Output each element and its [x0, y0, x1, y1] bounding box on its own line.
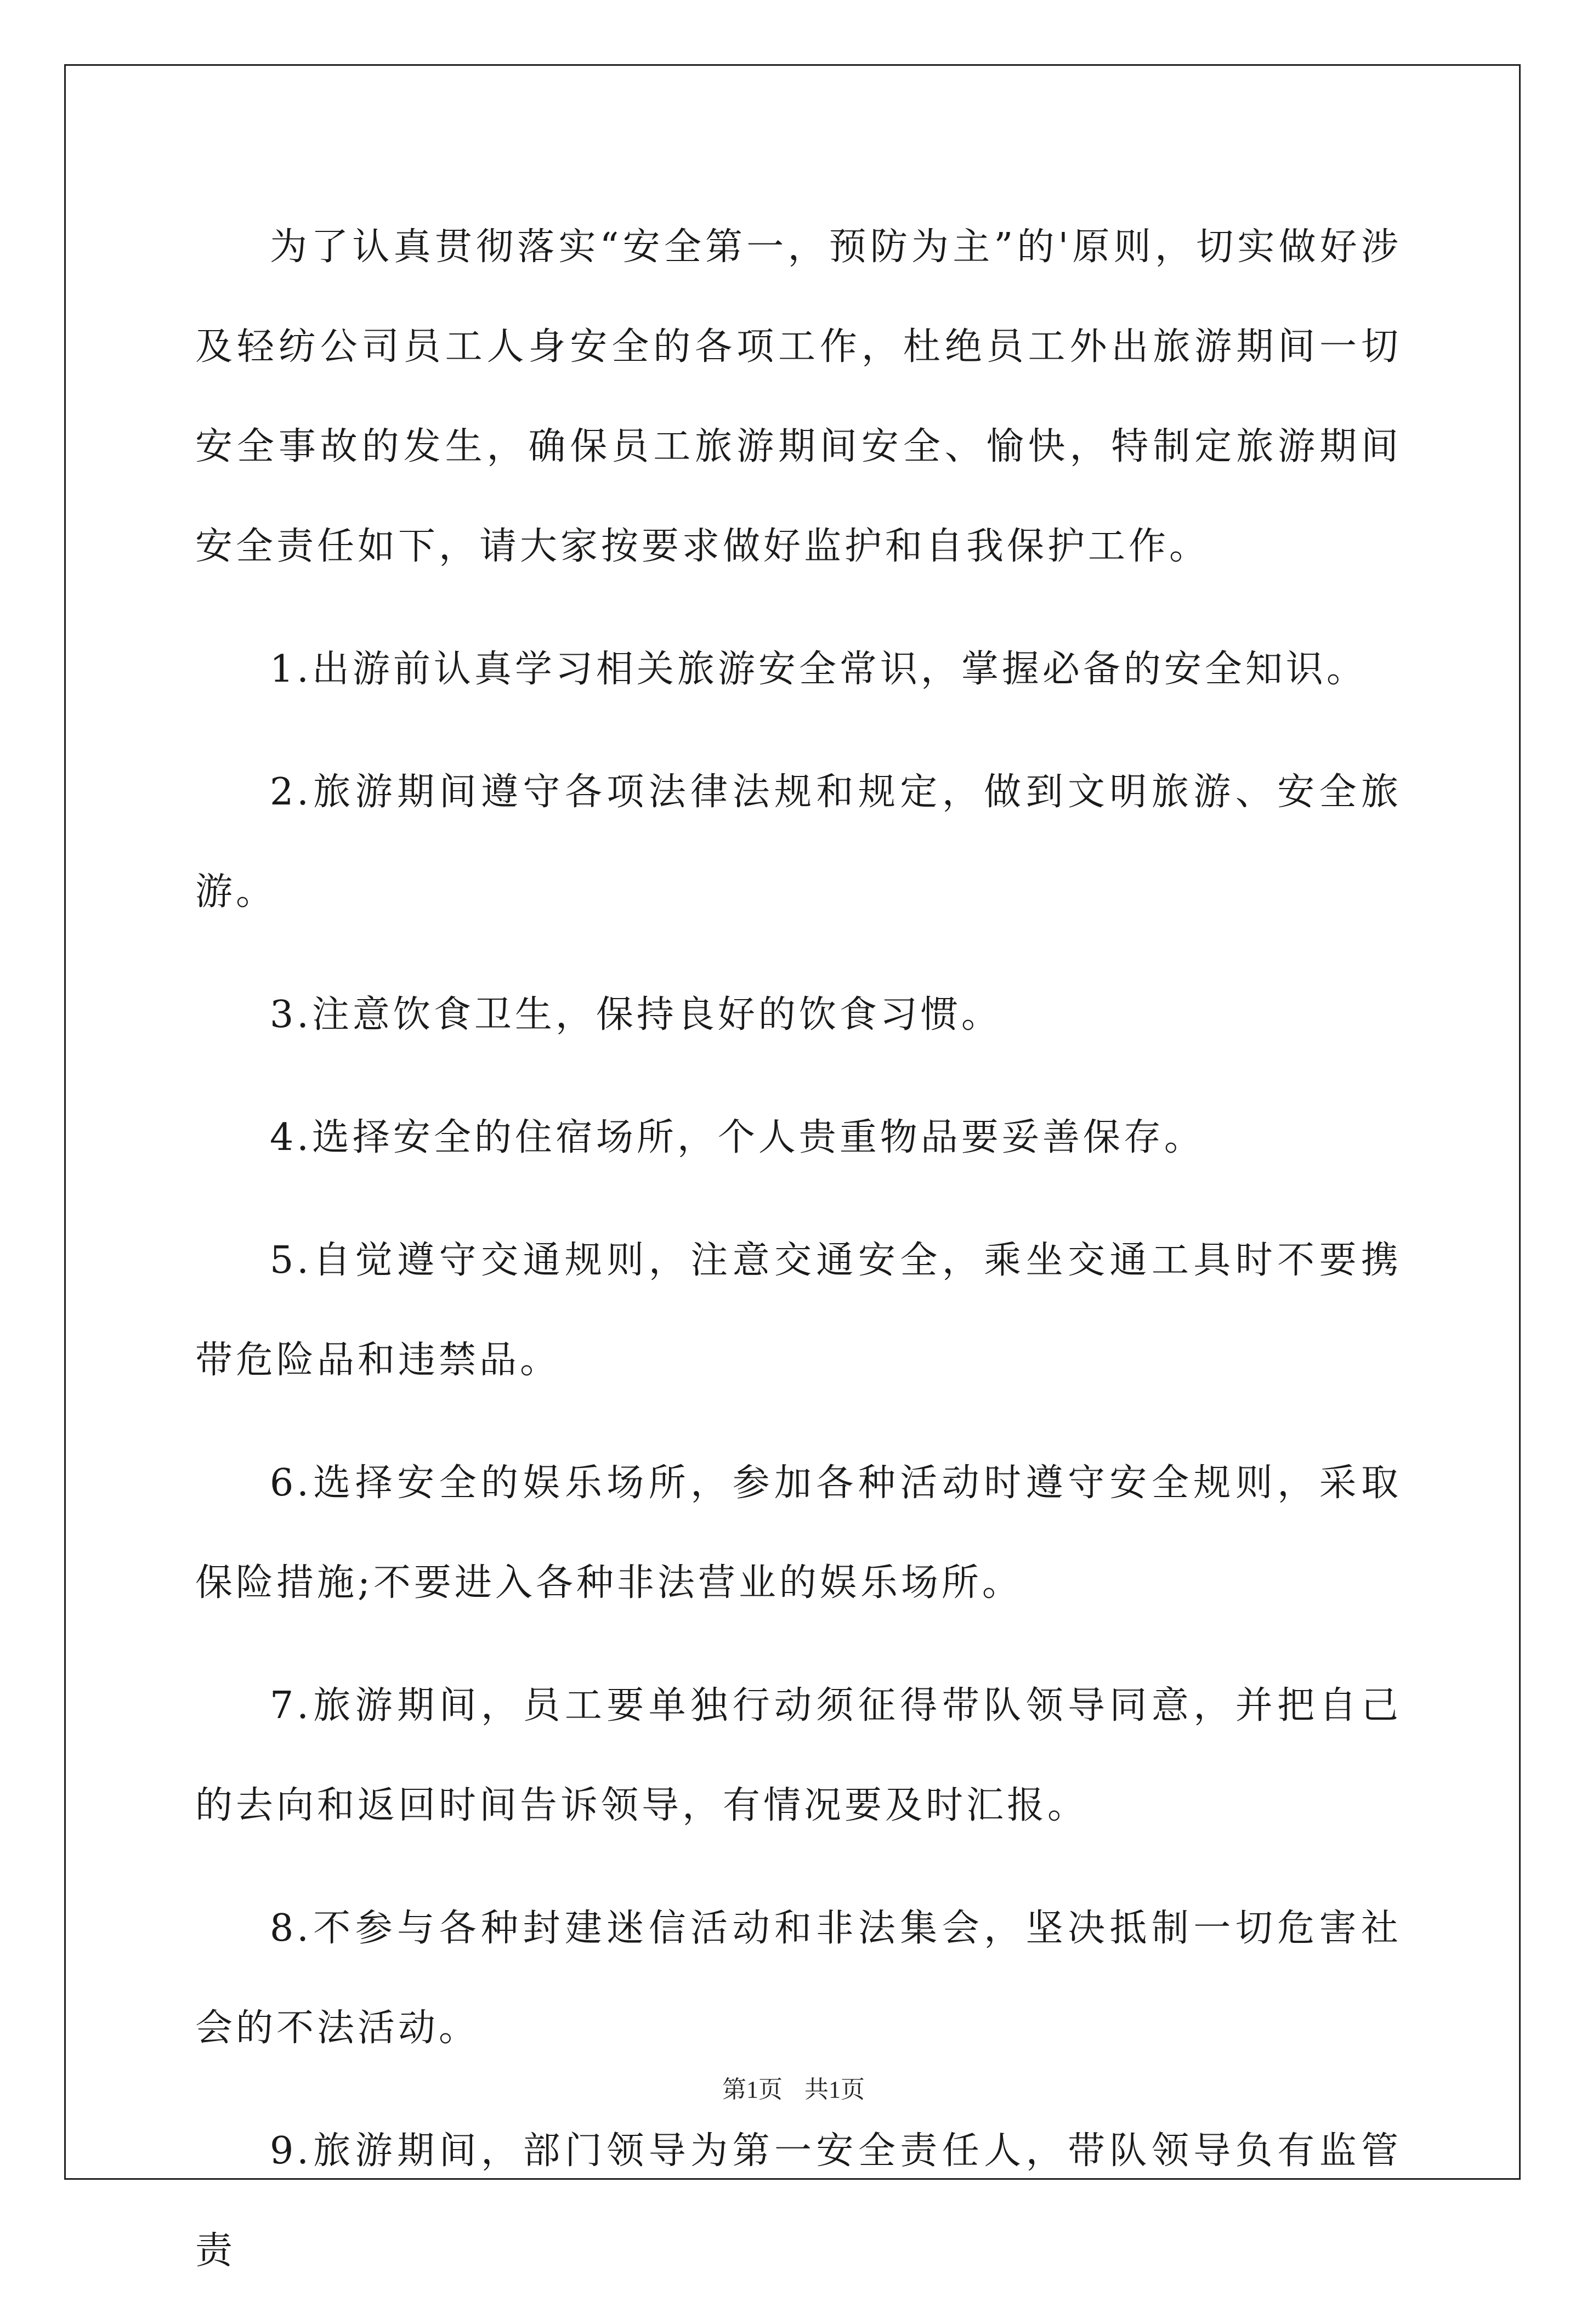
- item-4-paragraph: 4.选择安全的住宿场所，个人贵重物品要妥善保存。: [270, 1116, 1205, 1159]
- item-9-paragraph: 9.旅游期间，部门领导为第一安全责任人，带队领导负有监管责: [195, 2129, 1402, 2272]
- item-1-paragraph: 1.出游前认真学习相关旅游安全常识，掌握必备的安全知识。: [270, 648, 1367, 691]
- item-3-paragraph: 3.注意饮食卫生，保持良好的饮食习惯。: [270, 993, 1002, 1036]
- item-5-paragraph: 5.自觉遵守交通规则，注意交通安全，乘坐交通工具时不要携带危险品和违禁品。: [195, 1239, 1402, 1382]
- page-footer: [0, 2070, 1587, 2105]
- page-number: 第1页: [722, 2076, 783, 2103]
- item-8-paragraph: 8.不参与各种封建迷信活动和非法集会，坚决抵制一切危害社会的不法活动。: [195, 1907, 1402, 2050]
- page-total: 共1页: [804, 2076, 865, 2103]
- item-2-paragraph: 2.旅游期间遵守各项法律法规和规定，做到文明旅游、安全旅游。: [195, 770, 1402, 914]
- document-body: [195, 197, 1402, 2324]
- item-6-paragraph: 6.选择安全的娱乐场所，参加各种活动时遵守安全规则，采取保险措施;不要进入各种非法营业的娱乐场所。: [195, 1461, 1402, 1605]
- intro-paragraph: 为了认真贯彻落实“安全第一，预防为主”的'原则，切实做好涉及轻纺公司员工人身安全的各项工作，杜绝员工外出旅游期间一切安全事故的发生，确保员工旅游期间安全、愉快，特制定旅游期间安全责任如下，请大家按要求做好监护和自我保护工作。: [195, 225, 1402, 568]
- item-7-paragraph: 7.旅游期间，员工要单独行动须征得带队领导同意，并把自己的去向和返回时间告诉领导，有情况要及时汇报。: [195, 1684, 1402, 1827]
